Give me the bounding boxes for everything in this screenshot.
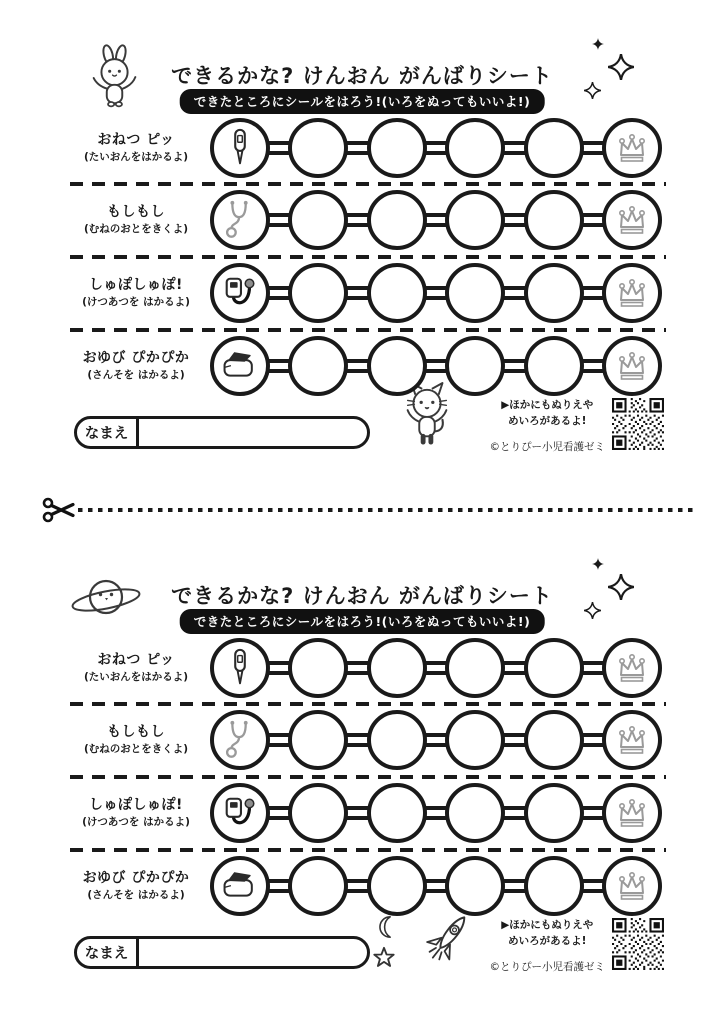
task-sublabel: (たいおんをはかるよ) xyxy=(83,151,189,164)
sticker-slot[interactable] xyxy=(288,856,348,916)
crown-icon xyxy=(615,797,649,829)
pulse-oximeter-icon xyxy=(220,868,260,905)
task-sublabel: (さんそを はかるよ) xyxy=(87,889,185,902)
crown-icon xyxy=(615,204,649,236)
task-sublabel: (むねのおとをきくよ) xyxy=(83,223,189,236)
goal-circle[interactable] xyxy=(602,638,662,698)
crown-icon xyxy=(615,350,649,382)
name-input[interactable] xyxy=(139,419,367,446)
chain-link xyxy=(502,733,526,747)
sticker-slot[interactable] xyxy=(367,710,427,770)
sparkles-icon xyxy=(584,38,638,110)
footer-promo xyxy=(490,398,665,454)
name-field xyxy=(74,936,370,969)
name-input[interactable] xyxy=(139,939,367,966)
moon-icon xyxy=(376,914,398,940)
sticker-slot[interactable] xyxy=(367,856,427,916)
crown-icon xyxy=(615,724,649,756)
sticker-slot[interactable] xyxy=(445,263,505,323)
task-icon-circle xyxy=(210,856,270,916)
scissors-icon xyxy=(42,497,76,523)
task-icon-circle xyxy=(210,336,270,396)
sticker-slot[interactable] xyxy=(288,336,348,396)
goal-circle[interactable] xyxy=(602,263,662,323)
task-row-blood-pressure xyxy=(62,259,662,327)
task-row-temperature xyxy=(62,634,662,702)
task-icon-circle xyxy=(210,710,270,770)
pulse-oximeter-icon xyxy=(220,348,260,385)
promo-line-2: めいろがあるよ! xyxy=(508,414,587,427)
bp-monitor-icon xyxy=(221,794,259,832)
goal-circle[interactable] xyxy=(602,190,662,250)
task-icon-circle xyxy=(210,783,270,843)
task-label: もしもし xyxy=(107,203,165,220)
sticker-slot[interactable] xyxy=(445,638,505,698)
task-sublabel: (けつあつを はかるよ) xyxy=(82,816,190,829)
task-sublabel: (むねのおとをきくよ) xyxy=(83,743,189,756)
crown-icon xyxy=(615,132,649,164)
task-label: おゆび ぴかぴか xyxy=(82,869,190,886)
sticker-slot[interactable] xyxy=(367,783,427,843)
name-label: なまえ xyxy=(77,419,139,446)
star-icon xyxy=(372,946,396,970)
sticker-slot[interactable] xyxy=(445,336,505,396)
task-row-temperature xyxy=(62,114,662,182)
task-icon-circle xyxy=(210,638,270,698)
sheet-panel-top xyxy=(0,26,724,474)
thermometer-icon xyxy=(222,647,258,689)
goal-circle[interactable] xyxy=(602,710,662,770)
sticker-slot[interactable] xyxy=(367,638,427,698)
credit-text: ©とりぴー小児看護ゼミ xyxy=(489,440,605,453)
sticker-slot[interactable] xyxy=(445,710,505,770)
task-row-stethoscope xyxy=(62,706,662,774)
qr-code xyxy=(612,918,664,970)
sticker-slot[interactable] xyxy=(288,710,348,770)
sticker-slot[interactable] xyxy=(288,638,348,698)
sticker-slot[interactable] xyxy=(524,710,584,770)
task-label: おねつ ピッ xyxy=(97,651,175,668)
sticker-slot[interactable] xyxy=(524,118,584,178)
sticker-slot[interactable] xyxy=(367,118,427,178)
task-label: もしもし xyxy=(107,723,165,740)
sticker-slot[interactable] xyxy=(367,263,427,323)
sticker-slot[interactable] xyxy=(445,118,505,178)
sticker-slot[interactable] xyxy=(288,783,348,843)
crown-icon xyxy=(615,870,649,902)
sticker-chain xyxy=(210,190,662,250)
task-sublabel: (たいおんをはかるよ) xyxy=(83,671,189,684)
sticker-slot[interactable] xyxy=(288,118,348,178)
sticker-slot[interactable] xyxy=(445,783,505,843)
name-label: なまえ xyxy=(77,939,139,966)
sticker-slot[interactable] xyxy=(367,190,427,250)
stethoscope-icon xyxy=(222,199,258,241)
task-row-stethoscope xyxy=(62,186,662,254)
page-title: できるかな? けんおん がんばりシート xyxy=(171,584,553,609)
stethoscope-icon xyxy=(222,719,258,761)
goal-circle[interactable] xyxy=(602,336,662,396)
sticker-chain xyxy=(210,263,662,323)
promo-line-1: ▶ほかにもぬりえや xyxy=(501,919,594,931)
sticker-slot[interactable] xyxy=(524,638,584,698)
sticker-slot[interactable] xyxy=(288,263,348,323)
sparkles-icon xyxy=(584,558,638,630)
task-label: しゅぽしゅぽ! xyxy=(89,276,183,293)
bp-monitor-icon xyxy=(221,274,259,312)
cut-line xyxy=(42,497,694,523)
cut-dotted-line xyxy=(78,508,694,513)
promo-line-1: ▶ほかにもぬりえや xyxy=(501,399,594,411)
task-label: しゅぽしゅぽ! xyxy=(89,796,183,813)
sheet-panel-bottom xyxy=(0,546,724,994)
task-row-oximeter xyxy=(62,852,662,920)
task-icon-circle xyxy=(210,118,270,178)
task-sublabel: (けつあつを はかるよ) xyxy=(82,296,190,309)
name-field xyxy=(74,416,370,449)
sticker-slot[interactable] xyxy=(288,190,348,250)
chain-link xyxy=(502,879,526,893)
chain-link xyxy=(502,141,526,155)
task-row-oximeter xyxy=(62,332,662,400)
task-label: おねつ ピッ xyxy=(97,131,175,148)
sticker-chain xyxy=(210,638,662,698)
sticker-chain xyxy=(210,710,662,770)
task-label: おゆび ぴかぴか xyxy=(82,349,190,366)
instruction-banner: できたところにシールをはろう!(いろをぬってもいいよ!) xyxy=(180,609,545,634)
sticker-slot[interactable] xyxy=(367,336,427,396)
sticker-chain xyxy=(210,783,662,843)
sticker-slot[interactable] xyxy=(524,336,584,396)
qr-code xyxy=(612,398,664,450)
sticker-chain xyxy=(210,118,662,178)
promo-line-2: めいろがあるよ! xyxy=(508,934,587,947)
sticker-slot[interactable] xyxy=(445,190,505,250)
sticker-slot[interactable] xyxy=(524,263,584,323)
task-icon-circle xyxy=(210,190,270,250)
chain-link xyxy=(502,806,526,820)
task-sublabel: (さんそを はかるよ) xyxy=(87,369,185,382)
crown-icon xyxy=(615,652,649,684)
task-icon-circle xyxy=(210,263,270,323)
crown-icon xyxy=(615,277,649,309)
thermometer-icon xyxy=(222,127,258,169)
task-row-blood-pressure xyxy=(62,779,662,847)
sticker-slot[interactable] xyxy=(524,190,584,250)
footer-promo xyxy=(490,918,665,974)
credit-text: ©とりぴー小児看護ゼミ xyxy=(489,960,605,973)
goal-circle[interactable] xyxy=(602,783,662,843)
sticker-slot[interactable] xyxy=(524,856,584,916)
page-title: できるかな? けんおん がんばりシート xyxy=(171,64,553,89)
chain-link xyxy=(502,213,526,227)
goal-circle[interactable] xyxy=(602,118,662,178)
sticker-slot[interactable] xyxy=(524,783,584,843)
chain-link xyxy=(502,359,526,373)
chain-link xyxy=(502,286,526,300)
chain-link xyxy=(502,661,526,675)
goal-circle[interactable] xyxy=(602,856,662,916)
sticker-slot[interactable] xyxy=(445,856,505,916)
rocket-icon xyxy=(418,906,478,974)
instruction-banner: できたところにシールをはろう!(いろをぬってもいいよ!) xyxy=(180,89,545,114)
